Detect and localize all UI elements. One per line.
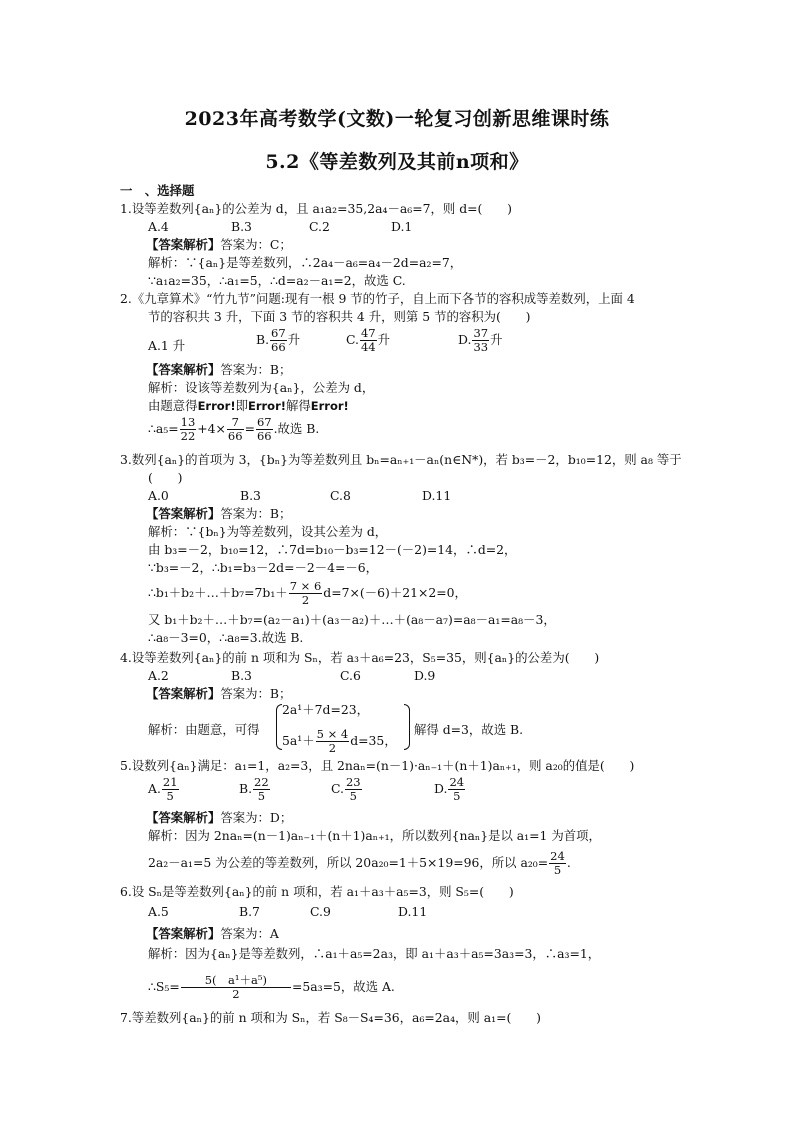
question-3-stem-continued: ( )	[148, 470, 183, 485]
denominator: 5	[257, 789, 266, 803]
unit: 升	[490, 332, 503, 347]
text: =5a₃=5，故选 A.	[291, 979, 395, 994]
question-5-answer	[146, 810, 292, 826]
question-4-solution-intro: 解析：由题意，可得	[148, 722, 260, 737]
denominator: 44	[360, 340, 376, 354]
question-4-option-d: D.9	[414, 668, 436, 683]
question-2-option-b	[256, 327, 300, 354]
question-3-solution-line: ∴a₈－3=0，∴a₈=3.故选 B.	[148, 630, 304, 645]
answer-tag: 【答案解析】	[146, 237, 221, 252]
fraction	[270, 327, 287, 354]
fraction	[227, 416, 244, 443]
question-6-option-a: A.5	[148, 904, 169, 919]
question-3-solution-line: 又 b₁＋b₂＋…＋b₇=(a₂－a₁)＋(a₃－a₂)＋…＋(a₈－a₇)=a₈－a₁=a₈－3，	[148, 612, 556, 627]
document-subtitle: 5.2《等差数列及其前n项和》	[265, 151, 529, 173]
answer-tag: 【答案解析】	[146, 362, 221, 377]
denominator: 2	[328, 741, 337, 755]
numerator: 47	[360, 326, 376, 340]
option-letter: B.	[239, 781, 253, 796]
fraction	[256, 416, 273, 443]
question-4-option-c: C.6	[340, 668, 361, 683]
question-5-option-a	[148, 776, 180, 803]
question-4-solution-result: 解得 d=3，故选 B.	[414, 722, 524, 737]
error-placeholder: Error!	[247, 399, 286, 413]
question-1-solution-line: 解析：∵{aₙ}是等差数列，∴2a₄－a₆=a₄－2d=a₂=7，	[148, 255, 463, 270]
option-letter: C.	[346, 332, 359, 347]
denominator: 5	[453, 789, 461, 803]
numerator: 24	[550, 849, 565, 863]
denominator: 5	[166, 789, 174, 803]
question-5-option-d	[434, 776, 466, 803]
answer-text: 答案为：D；	[220, 810, 293, 825]
question-1-answer	[146, 237, 292, 253]
question-2-solution-line	[148, 416, 319, 443]
question-3-solution-line	[148, 580, 467, 607]
denominator: 66	[256, 429, 272, 443]
question-2-stem-continued: 节的容积共 3 升，下面 3 节的容积共 4 升，则第 5 节的容积为( )	[148, 309, 531, 324]
denominator: 2	[232, 987, 240, 1001]
denominator: 5	[349, 789, 357, 803]
fraction	[472, 327, 489, 354]
question-5-option-b	[239, 776, 271, 803]
numerator: 7	[227, 416, 244, 430]
denominator: 2	[301, 593, 310, 607]
text: ∴a₅=	[148, 421, 179, 436]
text: 2a₂－a₁=5 为公差的等差数列，所以 20a₂₀=1＋5×19=96，所以 a₂₀=	[148, 855, 549, 870]
question-2-option-c	[346, 327, 390, 354]
denominator: 5	[553, 863, 562, 877]
error-placeholder: Error!	[197, 399, 236, 413]
fraction	[549, 850, 566, 877]
question-5-option-c	[331, 776, 363, 803]
answer-tag: 【答案解析】	[146, 810, 221, 825]
answer-tag: 【答案解析】	[146, 686, 221, 701]
question-2-stem: 2.《九章算术》“竹九节”问题:现有一根 9 节的竹子，自上而下各节的容积成等差数列，上面 4	[120, 291, 635, 306]
answer-text: 答案为：B；	[220, 506, 292, 521]
text: 5a¹＋	[282, 733, 315, 748]
numerator: 24	[449, 775, 465, 789]
question-1-solution-line: ∵a₁a₂=35，∴a₁=5，∴d=a₂－a₁=2，故选 C.	[148, 273, 406, 288]
text: .故选 B.	[273, 421, 320, 436]
question-5-solution-line: 解析：因为 2naₙ=(n－1)aₙ₋₁＋(n＋1)aₙ₊₁，所以数列{naₙ}是以 a₁=1 为首项，	[148, 828, 601, 843]
text: 解得	[285, 398, 311, 413]
answer-text: 答案为：B；	[220, 686, 292, 701]
answer-tag: 【答案解析】	[146, 506, 221, 521]
fraction	[360, 327, 377, 354]
denominator: 66	[271, 340, 286, 354]
fraction	[316, 728, 350, 755]
question-1-stem: 1.设等差数列{aₙ}的公差为 d，且 a₁a₂=35,2a₄－a₆=7，则 d=( )	[120, 201, 512, 216]
fraction	[180, 416, 197, 443]
question-3-solution-line: 解析：∵{bₙ}为等差数列，设其公差为 d，	[148, 524, 388, 539]
document-title: 2023年高考数学(文数)一轮复习创新思维课时练	[184, 108, 610, 130]
question-2-option-d	[458, 327, 502, 354]
equation-line: 2a¹＋7d=23，	[282, 702, 369, 717]
question-4-option-b: B.3	[231, 668, 252, 683]
fraction	[181, 974, 291, 1001]
question-2-solution-line	[148, 398, 349, 414]
question-1-option-b: B.3	[231, 219, 252, 234]
text: .	[566, 855, 571, 870]
numerator: 67	[256, 415, 272, 429]
question-6-option-d: D.11	[398, 904, 428, 919]
question-3-solution-line: ∵b₃=－2，∴b₁=b₃－2d=－2－4=－6，	[148, 560, 379, 575]
question-4-option-a: A.2	[148, 668, 169, 683]
question-6-option-c: C.9	[310, 904, 331, 919]
numerator: 21	[162, 775, 178, 789]
unit: 升	[287, 332, 301, 347]
answer-text: 答案为：B；	[220, 362, 292, 377]
fraction	[253, 776, 270, 803]
numerator: 22	[254, 775, 269, 789]
denominator: 33	[473, 340, 489, 354]
question-6-solution-line: 解析：因为{aₙ}是等差数列，∴a₁＋a₅=2a₃，即 a₁＋a₃＋a₅=3a₃=3，∴a₃=1，	[148, 946, 601, 961]
text: +4×	[197, 421, 226, 436]
section-heading: 一 、选择题	[120, 183, 195, 198]
question-3-option-d: D.11	[422, 488, 452, 503]
question-2-answer	[146, 362, 291, 378]
numerator: 13	[180, 415, 196, 429]
question-5-solution-line	[148, 850, 571, 877]
answer-text: 答案为：A	[220, 926, 279, 941]
numerator: 5( a¹＋a⁵)	[181, 974, 291, 988]
question-6-answer	[146, 926, 279, 942]
question-1-option-d: D.1	[391, 219, 413, 234]
option-letter: D.	[434, 781, 448, 796]
numerator: 37	[473, 326, 489, 340]
answer-tag: 【答案解析】	[146, 926, 221, 941]
right-brace	[404, 704, 410, 750]
question-6-stem: 6.设 Sₙ是等差数列{aₙ}的前 n 项和，若 a₁＋a₃＋a₅=3，则 S₅=( )	[120, 884, 514, 899]
question-3-option-c: C.8	[330, 488, 351, 503]
text: 即	[235, 398, 248, 413]
error-placeholder: Error!	[310, 399, 349, 413]
question-1-option-a: A.4	[148, 219, 169, 234]
question-3-option-b: B.3	[240, 488, 261, 503]
option-letter: B.	[256, 332, 270, 347]
question-6-option-b: B.7	[239, 904, 260, 919]
answer-text: 答案为：C；	[220, 237, 292, 252]
fraction	[289, 580, 323, 607]
question-2-solution-line: 解析：设该等差数列为{aₙ}，公差为 d，	[148, 380, 375, 395]
fraction	[345, 776, 362, 803]
denominator: 66	[227, 429, 243, 443]
option-letter: D.	[458, 332, 472, 347]
question-7-stem: 7.等差数列{aₙ}的前 n 项和为 Sₙ，若 S₈－S₄=36，a₆=2a₄，则 a₁=( )	[120, 1010, 541, 1025]
fraction	[448, 776, 465, 803]
question-3-solution-line: 由 b₃=－2，b₁₀=12，∴7d=b₁₀－b₃=12－(－2)=14，∴d=2，	[148, 542, 517, 557]
numerator: 67	[271, 326, 286, 340]
text: ∴b₁＋b₂＋…＋b₇=7b₁＋	[148, 585, 288, 600]
question-1-option-c: C.2	[309, 219, 330, 234]
denominator: 22	[180, 429, 196, 443]
text: ∴S₅=	[148, 979, 180, 994]
question-6-solution-line	[148, 974, 395, 1001]
text: =	[244, 421, 255, 436]
numerator: 23	[345, 775, 361, 789]
text: d=7×(－6)＋21×2=0，	[323, 585, 467, 600]
question-4-answer	[146, 686, 291, 702]
unit: 升	[377, 332, 391, 347]
option-letter: A.	[148, 781, 161, 796]
question-3-answer	[146, 506, 291, 522]
option-letter: C.	[331, 781, 344, 796]
numerator: 5 × 4	[316, 727, 349, 741]
question-2-option-a: A.1 升	[148, 338, 186, 353]
fraction	[162, 776, 179, 803]
equation-line	[282, 728, 397, 755]
text: d=35，	[350, 733, 397, 748]
question-3-stem: 3.数列{aₙ}的首项为 3，{bₙ}为等差数列且 bₙ=aₙ₊₁－aₙ(n∈N*)，若 b₃=－2，b₁₀=12，则 a₈ 等于	[120, 452, 682, 467]
numerator: 7 × 6	[289, 579, 322, 593]
text: 由题意得	[148, 398, 198, 413]
question-5-stem: 5.设数列{aₙ}满足：a₁=1，a₂=3，且 2naₙ=(n－1)·aₙ₋₁＋(n＋1)aₙ₊₁，则 a₂₀的值是( )	[120, 758, 635, 773]
question-3-option-a: A.0	[148, 488, 169, 503]
question-4-stem: 4.设等差数列{aₙ}的前 n 项和为 Sₙ，若 a₃＋a₆=23，S₅=35，则{aₙ}的公差为( )	[120, 650, 600, 665]
